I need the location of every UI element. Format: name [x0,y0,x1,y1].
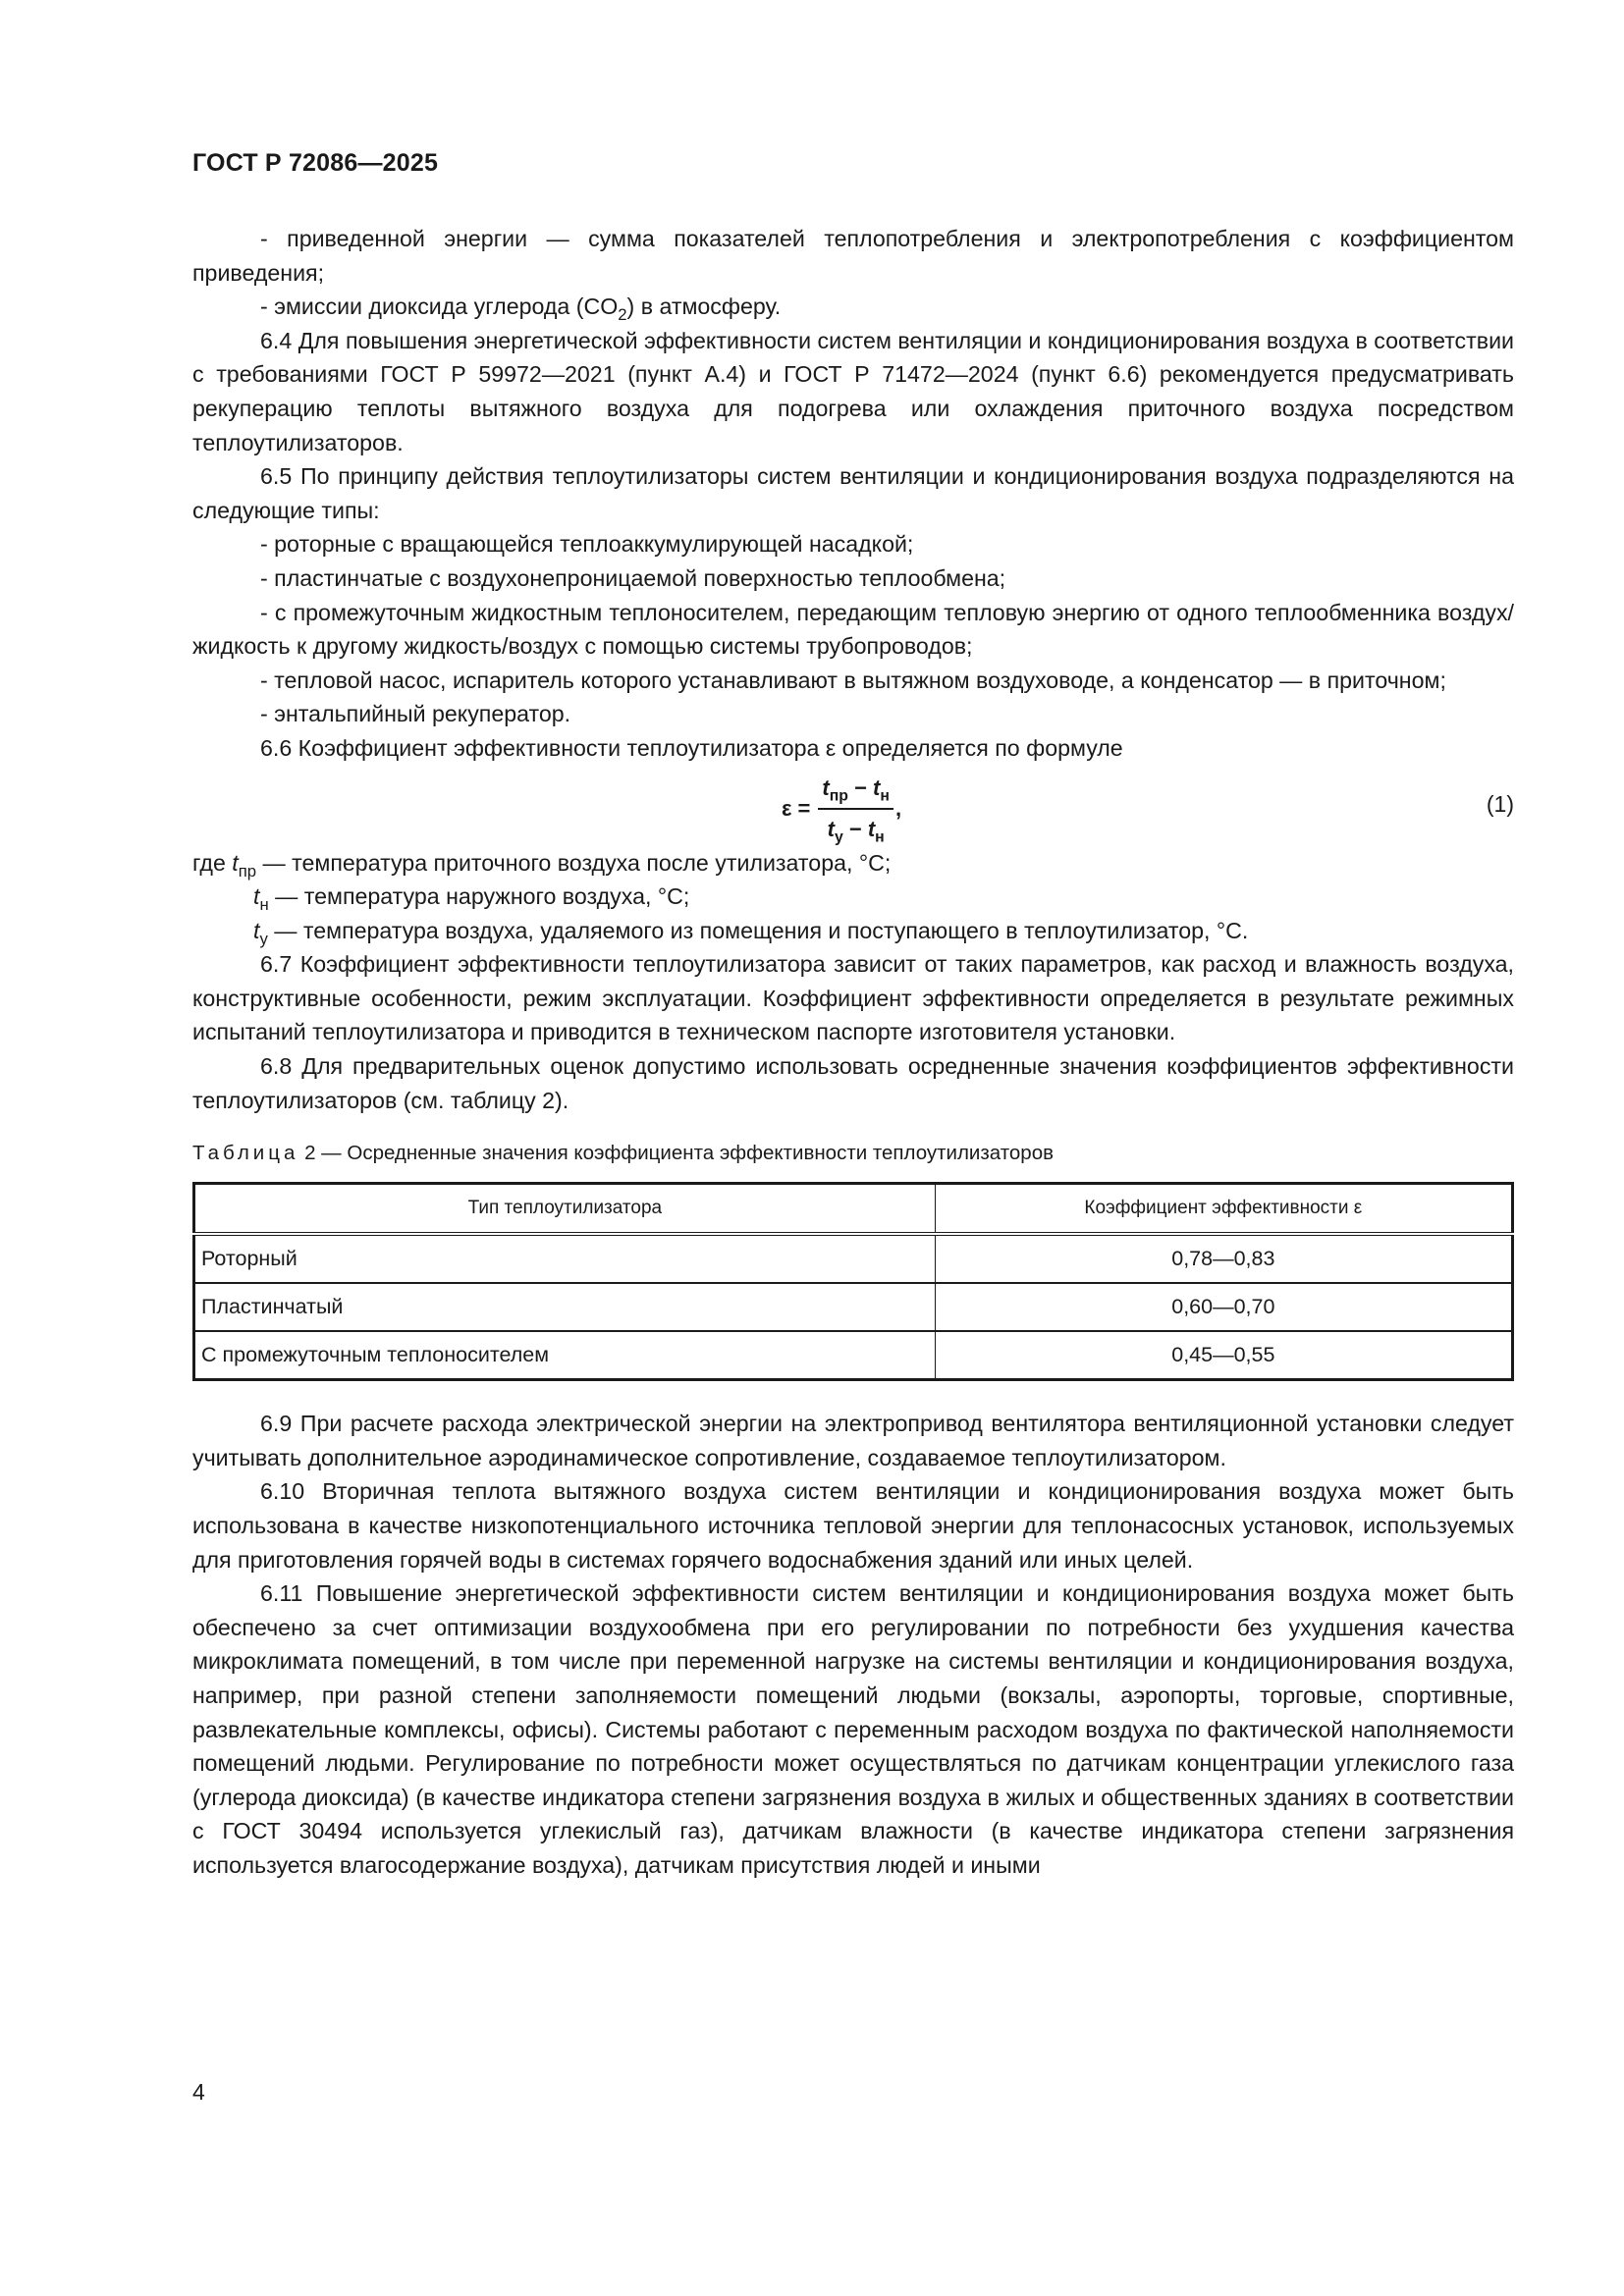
formula-expression [782,772,901,847]
symbol: t [822,774,830,800]
symbol: t [232,849,239,876]
operator: − [847,774,874,800]
paragraph-6-11: 6.11 Повышение энергетической эффективности систем вентиляции и кондиционирования воздуха может быть обеспечено за счет оптимизации воздухообмена при его регулировании по потребности без ухудшения качества микроклимата помещений, в том числе при переменной нагрузке на системы вентиляции и кондиционирования воздуха, например, при разной степени заполняемости помещений людьми (вокзалы, аэропорты, торговые, спортивные, развлекательные комплексы, офисы). Системы работают с переменным расходом воздуха по фактической наполняемости помещений людьми. Регулирование по потребности может осуществляться по датчикам концентрации углекислого газа (углерода диоксида) (в качестве индикатора степени загрязнения воздуха в жилых и общественных зданиях в соответствии с ГОСТ 30494 используется углекислый газ), датчикам влажности (в качестве индикатора степени загрязнения используется влагосодержание воздуха), датчикам присутствия людей и иными [192,1580,1514,1878]
paragraph-6-4: 6.4 Для повышения энергетической эффективности систем вентиляции и кондиционирования воздуха в соответствии с требованиями ГОСТ Р 59972—2021 (пункт А.4) и ГОСТ Р 71472—2024 (пункт 6.6) рекомендуется предусматривать рекуперацию теплоты вытяжного воздуха для подогрева или охлаждения приточного воздуха посредством теплоутилизаторов. [192,327,1514,455]
list-item: - энтальпийный рекуператор. [260,701,571,727]
table-row [194,1331,1513,1380]
operator: − [842,817,868,842]
table-cell-value: 0,60—0,70 [935,1283,1512,1331]
legend-text: — температура воздуха, удаляемого из помещения и поступающего в теплоутилизатор, °С. [267,917,1249,943]
subscript: у [834,828,843,846]
table-header-row [194,1184,1513,1235]
list-item: - роторные с вращающейся теплоаккумулирующей насадкой; [260,531,914,558]
formula-1 [192,768,1514,846]
post-table-section [192,1407,1514,1882]
symbol: t [867,817,876,842]
paragraph-6-6: 6.6 Коэффициент эффективности теплоутилизатора ε определяется по формуле [260,734,1123,761]
document-body [192,222,1514,1883]
paragraph-6-7: 6.7 Коэффициент эффективности теплоутилизатора зависит от таких параметров, как расход и влажность воздуха, конструктивные особенности, режим эксплуатации. Коэффициент эффективности определяется в результате режимных испытаний теплоутилизатора и приводится в техническом паспорте изготовителя установки. [192,951,1514,1045]
legend-text: — температура наружного воздуха, °С; [268,883,690,910]
table-row [194,1234,1513,1283]
list-item: - тепловой насос, испаритель которого устанавливают в вытяжном воздуховоде, а конденсатор — в приточном; [260,667,1446,693]
list-item: - приведенной энергии — сумма показателей теплопотребления и электропотребления с коэффициентом приведения; [192,226,1514,286]
document-header-id: ГОСТ Р 72086—2025 [192,149,439,177]
paragraph-6-5: 6.5 По принципу действия теплоутилизаторы систем вентиляции и кондиционирования воздуха подразделяются на следующие типы: [192,463,1514,523]
table-cell-value: 0,78—0,83 [935,1234,1512,1283]
subscript: н [259,894,269,914]
formula-fraction [818,772,893,847]
symbol: t [253,883,260,910]
symbol: t [827,817,835,842]
table-cell-type: Роторный [194,1234,936,1283]
formula-legend [192,846,1514,948]
formula-comma: , [894,795,902,821]
legend-line [192,846,1514,881]
formula-numerator [818,772,893,811]
subscript: пр [238,861,257,881]
list-item [192,290,1514,324]
table-caption-label: Таблица [192,1142,299,1165]
list-item: - пластинчатые с воздухонепроницаемой поверхностью теплообмена; [260,564,1006,591]
efficiency-table [192,1182,1514,1381]
equation-number: (1) [1486,790,1514,817]
list-item-text: - эмиссии диоксида углерода (CO [260,294,619,320]
subscript: 2 [618,305,627,325]
table-row [194,1283,1513,1331]
page-number: 4 [192,2079,205,2105]
formula-denominator [824,810,889,847]
list-item-text: ) в атмосферу. [626,294,782,320]
column-header: Тип теплоутилизатора [194,1184,936,1235]
subscript: н [880,787,890,805]
paragraph-6-10: 6.10 Вторичная теплота вытяжного воздуха систем вентиляции и кондиционирования воздуха может быть использована в качестве низкопотенциального источника тепловой энергии для теплонасосных установок, используемых для приготовления горячей воды в системах горячего водоснабжения зданий или иных целей. [192,1478,1514,1573]
table-cell-value: 0,45—0,55 [935,1331,1512,1380]
table-caption [192,1139,1514,1168]
paragraph-6-8: 6.8 Для предварительных оценок допустимо использовать осредненные значения коэффициентов эффективности теплоутилизаторов (см. таблицу 2). [192,1053,1514,1113]
symbol: t [253,917,260,943]
paragraph-6-9: 6.9 При расчете расхода электрической энергии на электропривод вентилятора вентиляционной установки следует учитывать дополнительное аэродинамическое сопротивление, создаваемое теплоутилизатором. [192,1411,1514,1470]
legend-text: — температура приточного воздуха после утилизатора, °С; [256,849,892,876]
legend-line [192,880,1514,914]
legend-prefix: где [192,849,233,876]
list-item: - с промежуточным жидкостным теплоносителем, передающим тепловую энергию от одного теплообменника воздух/жидкость к другому жидкость/воздух с помощью системы трубопроводов; [192,599,1514,660]
subscript: пр [829,787,848,805]
table-cell-type: Пластинчатый [194,1283,936,1331]
symbol: t [873,774,881,800]
table-caption-text: 2 — Осредненные значения коэффициента эффективности теплоутилизаторов [298,1142,1054,1165]
subscript: у [259,929,268,948]
subscript: н [875,828,885,846]
formula-lhs: ε = [782,795,811,821]
legend-line [192,914,1514,948]
column-header: Коэффициент эффективности ε [935,1184,1512,1235]
table-cell-type: С промежуточным теплоносителем [194,1331,936,1380]
